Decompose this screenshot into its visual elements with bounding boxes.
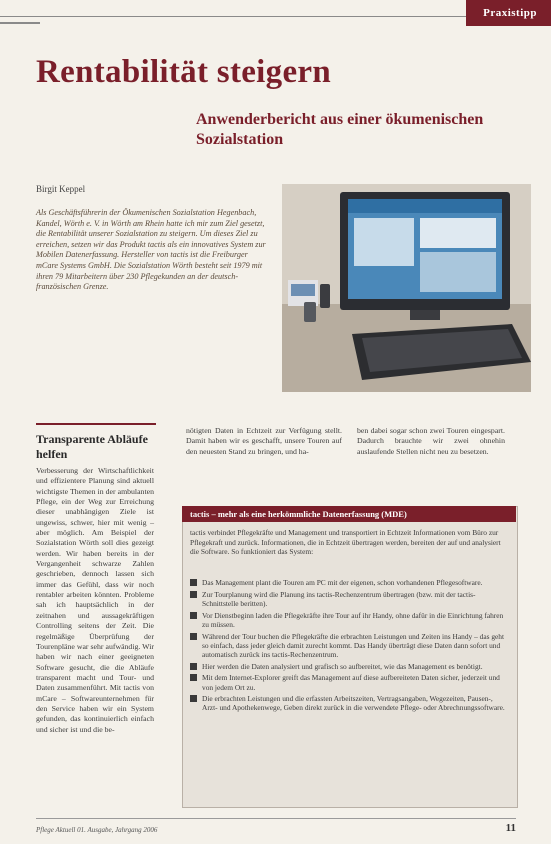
section-heading: Transparente Abläufe helfen: [36, 432, 148, 461]
square-bullet-icon: [190, 663, 197, 670]
article-subtitle: Anwenderbericht aus einer ökumenischen Sozialstation: [196, 111, 484, 148]
footer-rule: [36, 818, 516, 819]
list-item: Zur Tourplanung wird die Planung ins tactis-Rechenzentrum übertragen (bzw. mit der tactis-Schnittstelle beritten).: [190, 590, 508, 608]
article-title: Rentabilität steigern: [36, 54, 332, 90]
body-column-1: Verbesserung der Wirtschaftlichkeit und effizientere Planung sind aktuell wichtigste Themen in der ambulanten Pflege, ein der Weg zur Erreichung dieser unabhängigen Ziele ist ungewiss, schwer, hier mit wenig – aber möglich. Am Beispiel der Sozialstation Wörth soll dies gezeigt werden. Wir haben bereits in der Vergangenheit schwarze Zahlen geschrieben, dennoch lassen sich immer das Gefühl, dass wir noch rentabler arbeiten könnten. Probleme sah ich hauptsächlich in der zeitnahen und aussagekräftigen Controlling seitens der Zeit. Die regelmäßige Überprüfung der Tourenpläne war sehr aufwändig. Wir haben wir nach einer geeigneten Software gesucht, die die Abläufe transparent macht und Tour- und Daten zusammenführt. Mit tactis von mCare – Softwareunternehmen für den Service haben wir ein System gefunden, das kontinuierlich einfach und sicher ist und die be-: [36, 466, 154, 734]
list-item: Die erbrachten Leistungen und die erfassten Arbeitszeiten, Vertragsangaben, Wegezeiten, Pausen-, Arzt- und Apothekenwege, Geben direkt zurück in die verwendete Pflege- oder Abrechnungssoftware.: [190, 694, 508, 712]
computer-workstation-image: [282, 184, 531, 392]
article-author: Birgit Keppel: [36, 184, 86, 194]
article-photo: [282, 184, 531, 392]
body-column-3: ben dabei sogar schon zwei Touren eingespart. Dadurch brauchte wir zwei ohnehin auslaufende Stellen nicht neu zu besetzen.: [357, 426, 505, 456]
square-bullet-icon: [190, 579, 197, 586]
square-bullet-icon: [190, 612, 197, 619]
list-item: Vor Dienstbeginn laden die Pflegekräfte ihre Tour auf ihr Handy, ohne dafür in die Einrichtung fahren zu müssen.: [190, 611, 508, 629]
footer-source: Pflege Aktuell 01. Ausgabe, Jahrgang 2006: [36, 826, 158, 834]
body-column-2: nötigten Daten in Echtzeit zur Verfügung stellt. Damit haben wir es geschafft, unsere Touren auf den neuesten Stand zu bringen, und ha-: [186, 426, 342, 456]
info-box-list: [190, 578, 508, 715]
section-tab: Praxistipp: [466, 0, 551, 26]
list-item: Während der Tour buchen die Pflegekräfte die erbrachten Leistungen und Zeiten ins Handy – das geht so einfach, dass jeder gleich damit zurecht kommt. Das Handy überträgt diese Daten dann sofort und automatisch zurück ins tactis-Rechenzentrum.: [190, 632, 508, 660]
info-box-intro: tactis verbindet Pflegekräfte und Management und transportiert in Echtzeit Informationen vom Büro zur Pflegekraft und zurück. Informationen, die in Echtzeit übertragen werden, bereiten der auf und analysiert die Software. So funktioniert das System:: [190, 528, 501, 557]
square-bullet-icon: [190, 591, 197, 598]
info-box-heading: tactis – mehr als eine herkömmliche Datenerfassung (MDE): [182, 506, 516, 522]
section-heading-rule: [36, 423, 156, 425]
square-bullet-icon: [190, 633, 197, 640]
list-item: Hier werden die Daten analysiert und grafisch so aufbereitet, wie das Management es benötigt.: [190, 662, 508, 671]
square-bullet-icon: [190, 674, 197, 681]
article-intro: Als Geschäftsführerin der Ökumenischen Sozialstation Hegenbach, Kandel, Wörth e. V. in Wörth am Rhein hatte ich mir zum Ziel gesetzt, die Rentabilität unserer Sozialstation zu steigern. Um dieses Ziel zu erreichen, setzen wir das Produkt tactis als ein innovatives System zur Mobilen Datenerfassung. Hersteller von tactis ist die Freiburger mCare Systems GmbH. Die Sozialstation Wörth besteht seit 1979 mit ihren 79 Mitarbeitern über 230 Pflegekunden an der deutsch-französischen Grenze.: [36, 208, 266, 292]
list-item: Mit dem Internet-Explorer greift das Management auf diese aufbereiteten Daten sicher, jederzeit und von jedem Ort zu.: [190, 673, 508, 691]
page-number: 11: [505, 822, 516, 834]
list-item: Das Management plant die Touren am PC mit der eigenen, schon vorhandenen Pflegesoftware.: [190, 578, 508, 587]
square-bullet-icon: [190, 695, 197, 702]
header-rule-accent: [0, 22, 40, 24]
